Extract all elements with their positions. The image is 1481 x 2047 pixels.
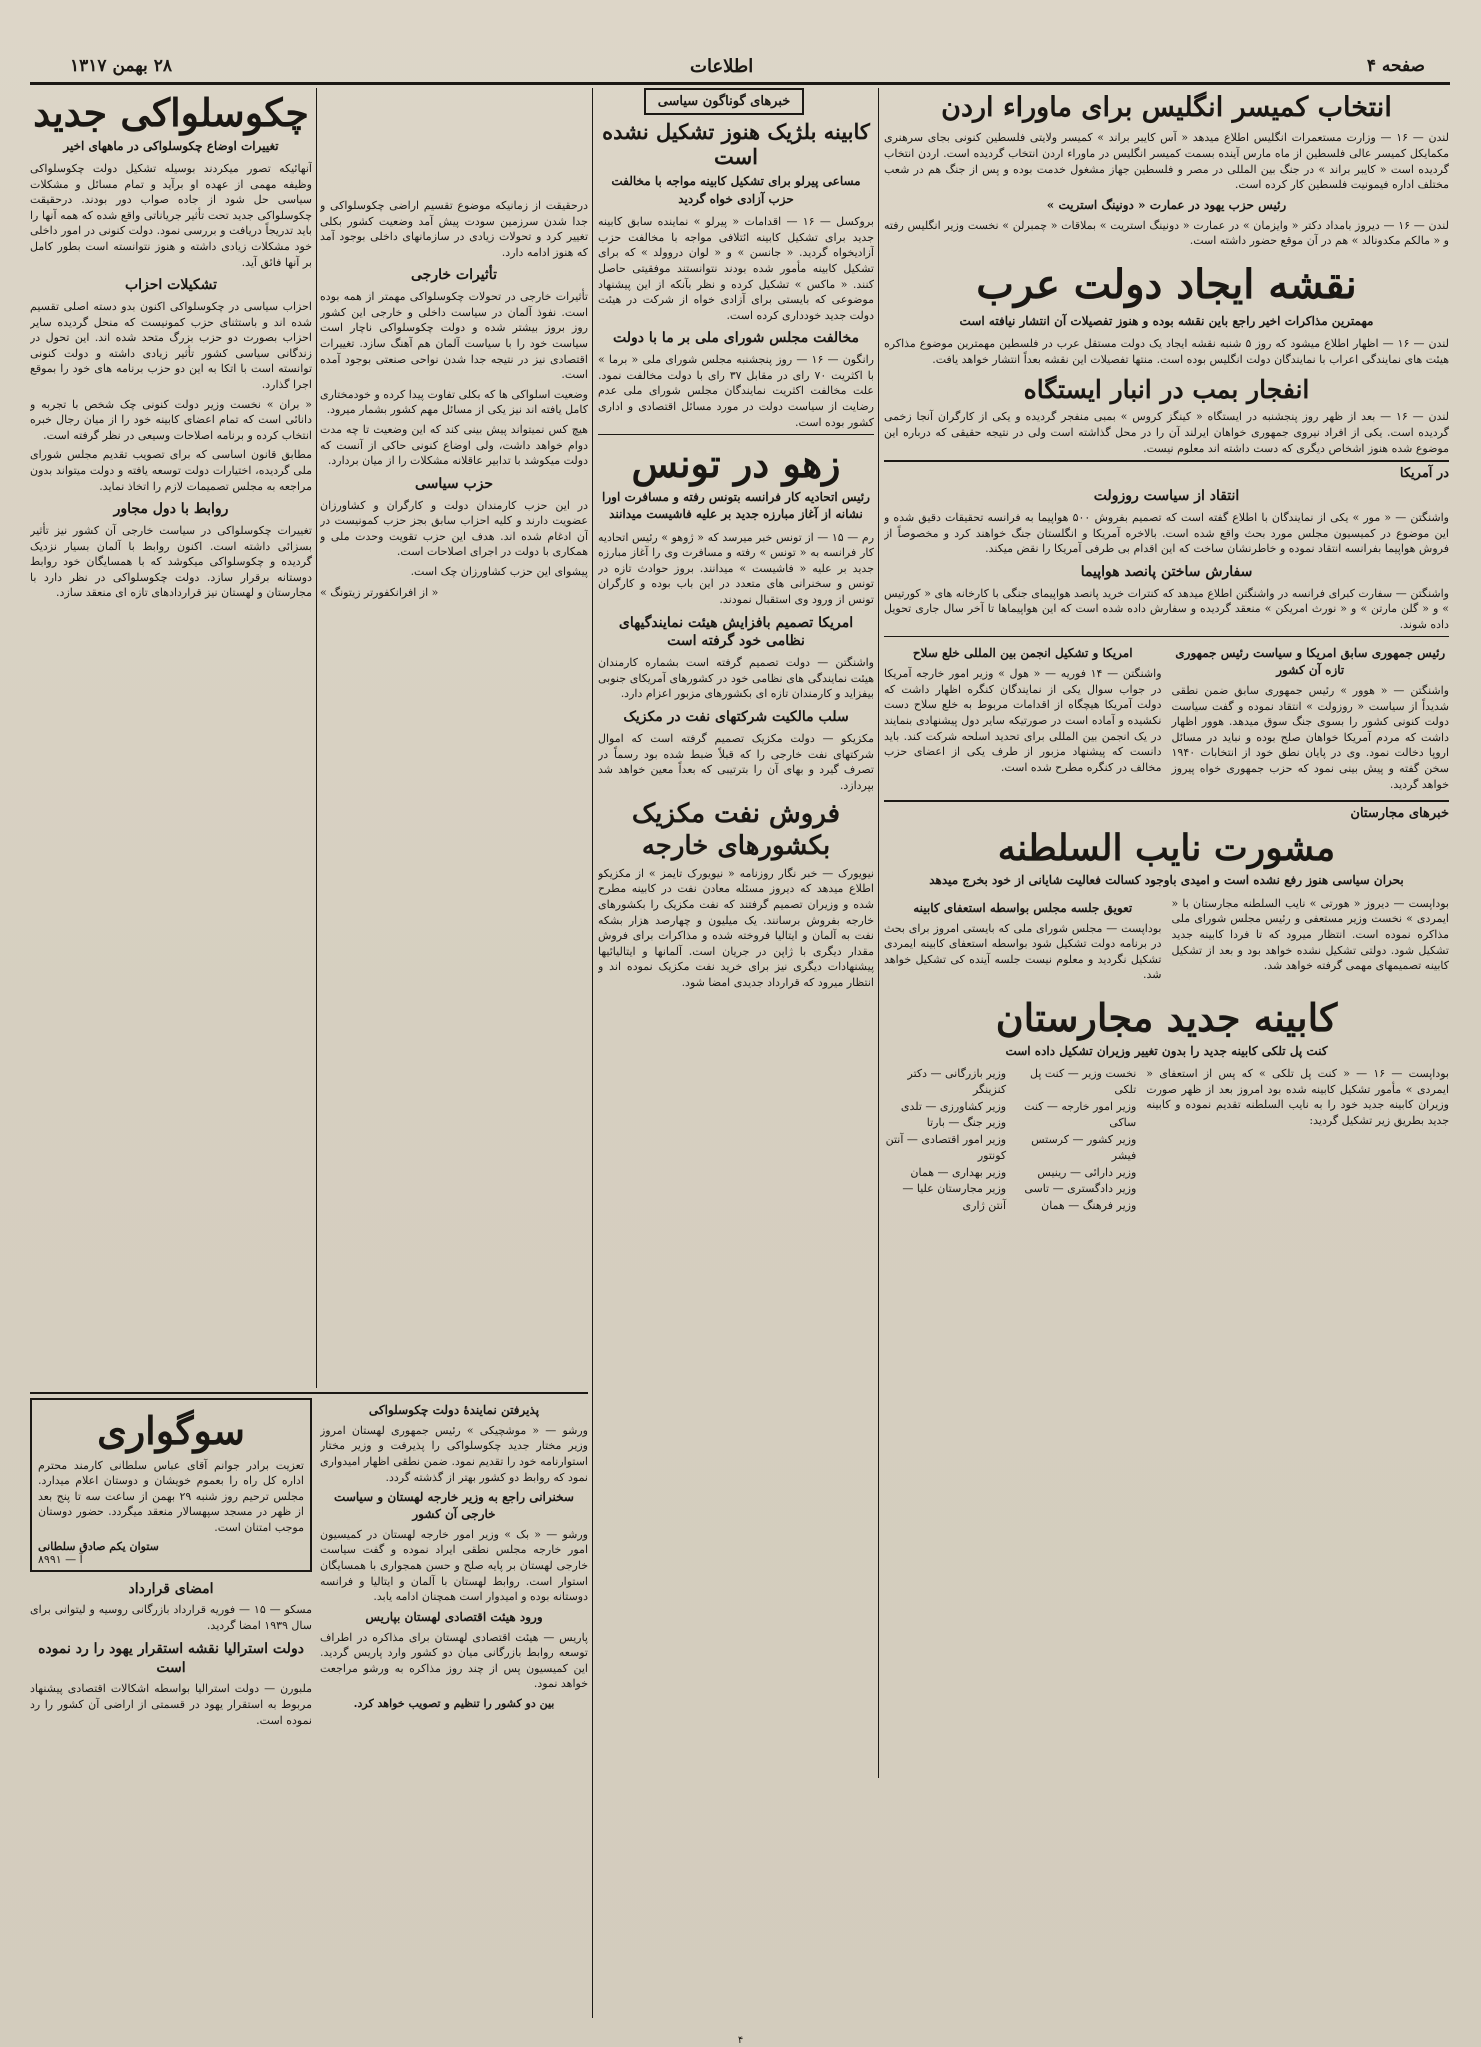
column-poland xyxy=(320,1398,588,2028)
headline-zionist-leader: رئیس حزب یهود در عمارت « دونینگ استریت » xyxy=(1046,197,1287,212)
cabinet-member: وزیر بهداری — همان xyxy=(910,1165,1007,1179)
article-poland: ورشو — « بک » وزیر امور خارجه لهستان در کمیسیون امور خارجه مجلس نطقی ایراد نموده و گفت سیاست خارجی لهستان بر پایه صلح و حسن همجواری با همسایگان استوار است. روابط لهستان با آلمان و ایتالیا و فرانسه دوستانه بوده و امیدوار است همچنان ادامه یابد. xyxy=(320,1527,588,1604)
article-session: بوداپست — مجلس شورای ملی که بایستی امروز برای بحث در برنامه دولت تشکیل شود بواسطه استعفای کابینه ایمردی تشکیل نگردید و معلوم نیست جلسه آینده کی تشکیل خواهد شد. xyxy=(884,921,1162,982)
headline-latin-america: امریکا تصمیم بافزایش هیئت نمایندگیهای نظامی خود گرفته است xyxy=(618,614,854,650)
section-america: در آمریکا xyxy=(1399,466,1449,482)
article-regent: بوداپست — دیروز « هورتی » نایب السلطنه مجارستان با « ایمردی » نخست وزیر مستعفی و رئیس مجلس شورای ملی مذاکره نموده است. انتظار میرود که تا فردا کابینه جدید تشکیل شود. دولتی تشکیل نشده خواهد بود و بعد از تشکیل کابینه تصمیمهای مهمی گرفته خواهد شد. xyxy=(1171,896,1449,973)
article-belgium: بروکسل — ۱۶ — اقدامات « پیرلو » نماینده سابق کابینه جدید برای تشکیل کابینه ائتلافی مواجه با مخالفت حزب آزادیخواه گردید. « جانسن » و « لوان دروولد » که برای تشکیل کابینه مأمور شده بودند نتوانستند موفقیتی حاصل کنند. « ماکس » تشکیل کرده و نظر بآنکه از این پیشنهاد موضوعی که بایستی برای آزادی خواه از شرکت در هیئت دولت جدید خودداری کرده است. xyxy=(598,215,874,322)
headline-political-party: حزب سیاسی xyxy=(414,475,494,492)
article-external: تأثیرات خارجی در تحولات چکوسلواکی مهمتر از همه بوده است. نفوذ آلمان در سیاست داخلی و خارجی این کشور روز بروز بیشتر شده و دولت چکوسلواکی ناچار است سیاست خود را با سیاست آلمان هم آهنگ سازد. تغییرات اقتصادی نیز در نتیجه جدا شدن نواحی صنعتی بوجود آمده است. xyxy=(320,290,588,382)
paper-name: اطلاعات xyxy=(690,56,754,77)
subhead-arab-state: مهمترین مذاکرات اخیر راجع باین نقشه بوده و هنوز تفصیلات آن انتشار نیافته است xyxy=(959,313,1374,328)
headline-econ-mission: ورود هیئت اقتصادی لهستان بپاریس xyxy=(365,1609,543,1624)
headline-parties: تشکیلات احزاب xyxy=(124,277,218,294)
headline-oil-sale: فروش نفت مکزیک بکشورهای خارجه xyxy=(631,799,841,861)
cabinet-member: وزیر کشور — کرستس فیشر xyxy=(1031,1132,1137,1163)
cabinet-member: وزیر بازرگانی — دکتر کنزینگر xyxy=(907,1066,1007,1097)
article-arab-state: لندن — ۱۶ — اظهار اطلاع میشود که روز ۵ شنبه نقشه ایجاد یک دولت مستقل عرب در فلسطین مهمترین موضوع مذاکره هیئت های نمایندگی اعراب با نمایندگان دولت انگلیس بوده است. منتها تفصیلات این نقشه بعداً انتشار خواهد یافت. xyxy=(884,337,1449,366)
cabinet-member: وزیر امور خارجه — کنت ساکی xyxy=(1024,1099,1137,1130)
headline-planes: سفارش ساختن پانصد هواپیما xyxy=(1080,563,1253,580)
article-source: « از افرانکفورتر زیتونگ » xyxy=(320,585,439,599)
article-australia: ملبورن — دولت استرالیا بواسطه اشکالات اقتصادی پیشنهاد مربوط به استقرار یهود در قسمتی از اراضی آن کشور را رد نموده است. xyxy=(30,1682,312,1727)
article-parties-2: « بران » نخست وزیر دولت کنونی چک شخص با تجربه و دانائی است که تمام اعضای کابینه خود را از میان رجال خبره انتخاب کرده و برنامه اصلاحات وسیعی در نظر گرفته است. xyxy=(30,397,312,442)
column-czech xyxy=(30,88,312,1388)
headline-poland: سخنرانی راجع به وزیر خارجه لهستان و سیاست خارجی آن کشور xyxy=(334,1490,574,1521)
headline-treaty: امضای قرارداد xyxy=(128,1580,214,1597)
headline-australia: دولت استرالیا نقشه استقرار یهود را رد نموده است xyxy=(38,1640,304,1676)
headline-burma: مخالفت مجلس شورای ملی بر ما با دولت xyxy=(613,330,859,347)
headline-tunis: زهو در تونس xyxy=(631,441,841,487)
column-czech-continued xyxy=(320,88,588,1388)
article-president: واشنگتن — « هوور » رئیس جمهوری سابق ضمن نطقی شدیداً از سیاست « روزولت » انتقاد نموده و گفت سیاست دولت کنونی کشور را بسوی جنگ سوق میدهد. هوور اظهار داشت که مردم آمریکا خواهان صلح بوده و نباید در مسائل اروپا دخالت نمود. وی در پایان نطق خود از انتخابات ۱۹۴۰ سخن گفته و پیش بینی نمود که حزب جمهوری خواه پیروز خواهد گردید. xyxy=(1171,684,1449,791)
article-planes: واشنگتن — سفارت کبرای فرانسه در واشنگتن اطلاع میدهد که کنترات خرید پانصد هواپیمای جنگی با کارخانه های « کورتیس » و « گلن مارتن » و « نورث امریکن » منعقد گردیده و سفارش داده شده است که این هواپیماها تا آخر سال جاری تحویل داده شوند. xyxy=(884,586,1449,631)
subhead-belgium: مساعی پیرلو برای تشکیل کابینه مواجه با مخالفت حزب آزادی خواه گردید xyxy=(611,174,861,206)
cabinet-member: وزیر امور اقتصادی — آنتن کونتور xyxy=(885,1132,1007,1163)
subhead-new-cabinet: کنت پل تلکی کابینه جدید را بدون تغییر وزیران تشکیل داده است xyxy=(1005,1043,1328,1058)
subhead-czech: تغییرات اوضاع چکوسلواکی در ماههای اخیر xyxy=(63,138,279,153)
cabinet-member: وزیر جنگ — بارتا xyxy=(926,1116,1007,1130)
subhead-regent: بحران سیاسی هنوز رفع نشده است و امیدی باوجود کسالت فعالیت شایانی از خود بخرج میدهد xyxy=(929,873,1404,888)
headline-arms-limit: امریکا و تشکیل انجمن بین المللی خلع سلاح xyxy=(912,646,1133,661)
headline-president: رئیس جمهوری سابق امریکا و سیاست رئیس جمهوری تازه آن کشور xyxy=(1175,646,1446,678)
page-number: صفحه ۴ xyxy=(1366,56,1425,76)
headline-new-cabinet: کابینه جدید مجارستان xyxy=(995,994,1338,1040)
headline-czech-envoy: پذیرفتن نمایندۀ دولت چکوسلواکی xyxy=(368,1403,540,1417)
headline-external: تأثیرات خارجی xyxy=(411,267,497,284)
headline-transjordan: انتخاب کمیسر انگلیس برای ماوراء اردن xyxy=(941,92,1392,123)
article-econ-mission-2: بین دو کشور را تنظیم و تصویب خواهد کرد. xyxy=(353,1696,555,1710)
article-latin-america: واشنگتن — دولت تصمیم گرفته است بشماره کارمندان هیئت نمایندگی های نظامی خود در کشورهای آمریکای جنوبی بیفزاید و کارمندان تازه ای بکشورهای مزبور اعزام دارد. xyxy=(598,656,874,701)
headline-arab-state: نقشه ایجاد دولت عرب xyxy=(976,260,1357,308)
article-political-party-2: پیشوای این حزب کشاورزان چک است. xyxy=(410,565,588,579)
article-czech-envoy: ورشو — « موشچیکی » رئیس جمهوری لهستان امروز وزیر مختار جدید چکوسلواکی را پذیرفت و وزیر مختار استوارنامه خود را تقدیم نمود. ضمن نطقی اظهار امیدواری نمود که روابط دو کشور بهتر از گذشته گردد. xyxy=(320,1423,588,1484)
section-political: خبرهای گوناگون سیاسی xyxy=(644,88,804,115)
masthead xyxy=(30,50,1450,80)
article-neighbors: تغییرات چکوسلواکی در سیاست خارجی آن کشور نیز تأثیر بسزائی داشته است. اکنون روابط با آلمان بسیار نزدیک گردیده و چکوسلواکی میکوشد که با همسایگان خود روابط دوستانه برقرار سازد. دولت چکوسلواکی در نظر دارد با مجارستان و لهستان نیز قراردادهای تازه ای منعقد سازد. xyxy=(30,524,312,600)
article-new-cabinet: بوداپست — ۱۶ — « کنت پل تلکی » که پس از استعفای « ایمردی » مأمور تشکیل کابینه شده بود امروز بعد از ظهر صورت وزیران کابینه جدید خود را به نایب السلطنه تقدیم نموده و کابینه جدید بطریق زیر تشکیل گردید: xyxy=(1146,1066,1449,1127)
cabinet-member: وزیر دادگستری — تاسی xyxy=(1024,1182,1137,1196)
mourning-text: تعزیت برادر جوانم آقای عباس سلطانی کارمند محترم اداره کل راه را بعموم خویشان و دوستان اعلام میدارد. مجلس ترحیم روز شنبه ۲۹ بهمن از ساعت سه تا پنج بعد از ظهر در مسجد سپهسالار منعقد میگردد. حضور دوستان موجب امتنان است. xyxy=(38,1458,305,1534)
article-parties-3: مطابق قانون اساسی که برای تصویب تقدیم مجلس شورای ملی گردیده، اختیارات دولت توسعه یافته و دولت میتواند بدون مراجعه به مجلس تصمیمات لازم را اتخاذ نماید. xyxy=(30,448,312,493)
article-external-2: وضعیت اسلواکی ها که بکلی تفاوت پیدا کرده و خودمختاری کامل یافته اند نیز یکی از مسائل مهم کشور بشمار میرود. xyxy=(320,387,588,417)
cabinet-member: نخست وزیر — کنت پل تلکی xyxy=(1029,1066,1137,1097)
column-world-news xyxy=(884,88,1449,2023)
footer-mark: ۴ xyxy=(737,2035,744,2046)
issue-date: ۲۸ بهمن ۱۳۱۷ xyxy=(70,56,172,76)
article-czech: آنهائیکه تصور میکردند بوسیله تشکیل دولت چکوسلواکی وظیفه مهمی از عهده او برآید و تمام مسائل و مشکلات سیاسی حل شود از جاده صواب دور بودند. درحقیقت چکوسلواکی جدید تحت تأثیر جریاناتی واقع شده که همه آنها را باید تدریجاً دریافت و بررسی نمود. دولت کنونی در امور داخلی خود مشکلات زیادی داشته و هنوز نتوانسته است بطور کامل بر آنها فائق آید. xyxy=(30,161,312,269)
mourning-title: سوگواری xyxy=(97,1408,245,1453)
article-external-3: هیچ کس نمیتواند پیش بینی کند که این وضعیت تا چه مدت دوام خواهد داشت، ولی اوضاع کنونی حاکی از آنست که دولت میکوشد با تدابیر عاقلانه مشکلات را از میان بردارد. xyxy=(320,423,588,468)
article-mexico-oil: مکزیکو — دولت مکزیک تصمیم گرفته است که اموال شرکتهای نفت خارجی را که قبلاً ضبط شده بود رسماً در تصرف گیرد و بهای آن را بترتیبی که بعداً معین خواهد شد بپردازد. xyxy=(598,731,874,792)
column-divider xyxy=(316,88,317,1388)
article-roosevelt: واشنگتن — « مور » یکی از نمایندگان با اطلاع گفته است که تصمیم بفروش ۵۰۰ هواپیما به فرانسه تحقیقات دقیق شده و این موضوع در کمیسیون مجلس مورد بحث واقع شده است. بالاخره آمریکا و انگلستان جنگ خواهند کرد و مخصوصاً از فروش هواپیما بفرانسه انتقاد نموده و خاطرنشان ساخت که این اقدام بی طرفی آمریکا را نقض میکند. xyxy=(884,511,1449,556)
headline-bomb: انفجار بمب در انبار ایستگاه xyxy=(1023,375,1310,405)
article-arms-limit: واشنگتن — ۱۴ فوریه — « هول » وزیر امور خارجه آمریکا در جواب سوال یکی از نمایندگان کنگره اظهار داشت که دولت آمریکا هیچگاه از اقدامات مربوط به خلع سلاح دست نکشیده و آماده است در صورتیکه سایر دول پیشنهادی بنمایند در یک انجمن بین المللی برای تحدید اسلحه شرکت کند. باید دانست که پیشنهاد مزبور از طرف یکی از اعضای حزب مخالف در کنگره مطرح شده است. xyxy=(884,667,1162,774)
cabinet-member: وزیر فرهنگ — همان xyxy=(1041,1198,1137,1212)
cabinet-member: وزیر مجارستان علیا — آنتن ژاری xyxy=(902,1182,1007,1212)
article-czech-2: درحقیقت از زمانیکه موضوع تقسیم اراضی چکوسلواکی و جدا شدن سرزمین سودت پیش آمد وضعیت کشور بکلی تغییر کرد و تحولات زیادی در سازمانهای داخلی بوجود آمد که هنوز ادامه دارد. xyxy=(320,199,588,259)
article-treaty: مسکو — ۱۵ — فوریه قرارداد بازرگانی روسیه و لیتوانی برای سال ۱۹۳۹ امضا گردید. xyxy=(30,1603,312,1633)
masthead-rule xyxy=(30,82,1450,85)
mourning-signature: ستوان یکم صادق سلطانی xyxy=(38,1539,159,1553)
article-transjordan: لندن — ۱۶ — وزارت مستعمرات انگلیس اطلاع میدهد « آس کایبر براند » کمیسر ولایتی فلسطین کنونی بجای سرهنری مکمایکل کمیسر عالی فلسطین از ماه مارس آینده بسمت کمیسر انگلیس در ماوراء اردن انتخاب گردیده است. اردن انتخاب گردیده است « کایبر براند » در جنگ بین المللی در مصر و فلسطین جهاز مشغول خدمت بوده و پس از جنگ هم در شعب مختلف اداره فیمونیت فلسطین کار کرده است. xyxy=(884,131,1449,192)
headline-roosevelt: انتقاد از سیاست روزولت xyxy=(1093,488,1240,505)
subhead-tunis: رئیس اتحادیه کار فرانسه بتونس رفته و مسافرت اورا نشانه از آغاز مبارزه جدید بر علیه فاشیست میدانند xyxy=(602,489,870,522)
cabinet-member: وزیر کشاورزی — تلدی xyxy=(900,1099,1007,1113)
section-rule xyxy=(30,1392,588,1394)
headline-regent: مشورت نایب السلطنه xyxy=(997,827,1336,870)
headline-session: تعویق جلسه مجلس بواسطه استعفای کابینه xyxy=(913,900,1133,915)
mourning-code: آ — ۸۹۹۱ xyxy=(38,1552,83,1566)
column-divider xyxy=(878,88,879,1778)
headline-mexico-oil: سلب مالکیت شرکتهای نفت در مکزیک xyxy=(623,709,849,726)
article-zionist-leader: لندن — ۱۶ — دیروز بامداد دکتر « وایزمان » در عمارت « دونینگ استریت » بملاقات « چمبرلن » نخست وزیر انگلیس رفته و « مالکم مکدونالد » هم در آن موقع حضور داشته است. xyxy=(884,218,1449,248)
article-tunis: رم — ۱۵ — از تونس خبر میرسد که « ژوهو » رئیس اتحادیه کار فرانسه به « تونس » رفته و مسافرت وی را آغاز مبارزه جدید بر علیه « فاشیست » میدانند. بروز حوادث تازه در تونس و سخنرانی های متعدد در این باب بوده و کارگران تونس از ورود وی استقبال نمودند. xyxy=(598,530,874,606)
section-hungary: خبرهای مجارستان xyxy=(1350,806,1449,822)
article-political-party: در این حزب کارمندان دولت و کارگران و کشاورزان عضویت دارند و کلیه احزاب سابق بجز حزب کمونیست در آن ادغام شده اند. هدف این حزب تقویت وحدت ملی و همکاری با دولت در اجرای اصلاحات است. xyxy=(320,498,588,559)
article-bomb: لندن — ۱۶ — بعد از ظهر روز پنجشنبه در ایستگاه « کینگز کروس » بمبی منفجر گردیده و یکی از کارگران آنجا زخمی گردیده است. یکی از افراد نیروی جمهوری خواهان ایرلند آن را در محل گذاشته است ولی در نتیجه حقیقی که درباره این موضوع شده هنوز اشخاص دیگری که دست داشته اند معلوم نیست. xyxy=(884,410,1449,455)
cabinet-member: وزیر دارائی — رینیس xyxy=(1037,1165,1137,1179)
article-parties: احزاب سیاسی در چکوسلواکی اکنون بدو دسته اصلی تقسیم شده اند و باستثنای حزب کمونیست که منحل گردیده سایر احزاب بصورت دو حزب بزرگ متحد شده اند. این تحول در زندگانی سیاسی کشور تأثیر زیادی داشته و دولت کنونی توانسته است با اتکا به این دو حزب برنامه های خود را بموقع اجرا گذارد. xyxy=(30,300,312,391)
headline-czech: چکوسلواکی جدید xyxy=(33,90,309,135)
headline-neighbors: روابط با دول مجاور xyxy=(113,501,229,518)
column-divider xyxy=(592,88,593,2018)
column-notices xyxy=(30,1398,312,2028)
headline-belgium: کابینه بلژیک هنوز تشکیل نشده است xyxy=(602,119,870,170)
article-oil-sale: نیویورک — خبر نگار روزنامه « نیویورک تایمز » از مکزیکو اطلاع میدهد که دیروز مسئله معادن نفت در کابینه مطرح شده و وزیران تصمیم گرفتند که نفت مکزیک را بکشورهای خارجه بفروش برسانند. یک میلیون و چهارصد هزار بشکه نفت به آلمان و ایتالیا فروخته شده و مذاکرات برای فروش مقدار دیگری با ژاپن در جریان است. آلمانها و ایتالیائیها پیشنهادات دیگری نیز برای خرید نفت مکزیک نموده اند و انتظار میرود که قرارداد جدیدی امضا شود. xyxy=(598,866,874,989)
article-econ-mission: پاریس — هیئت اقتصادی لهستان برای مذاکره در اطراف توسعه روابط بازرگانی میان دو کشور وارد پاریس گردید. این کمیسیون پس از چند روز مذاکره به ورشو مراجعت خواهد نمود. xyxy=(320,1630,588,1691)
column-political-news xyxy=(598,88,874,2023)
mourning-notice xyxy=(30,1398,312,1572)
cabinet-list xyxy=(884,1066,1136,1215)
article-burma: رانگون — ۱۶ — روز پنجشنبه مجلس شورای ملی « برما » با اکثریت ۷۰ رای در مقابل ۳۷ رای با دولت مخالفت نمود. علت مخالفت اکثریت نمایندگان مجلس شورای ملی عدم رضایت از سیاست دولت در مورد مسائل اقتصادی و اداری کشور بوده است. xyxy=(598,353,874,429)
